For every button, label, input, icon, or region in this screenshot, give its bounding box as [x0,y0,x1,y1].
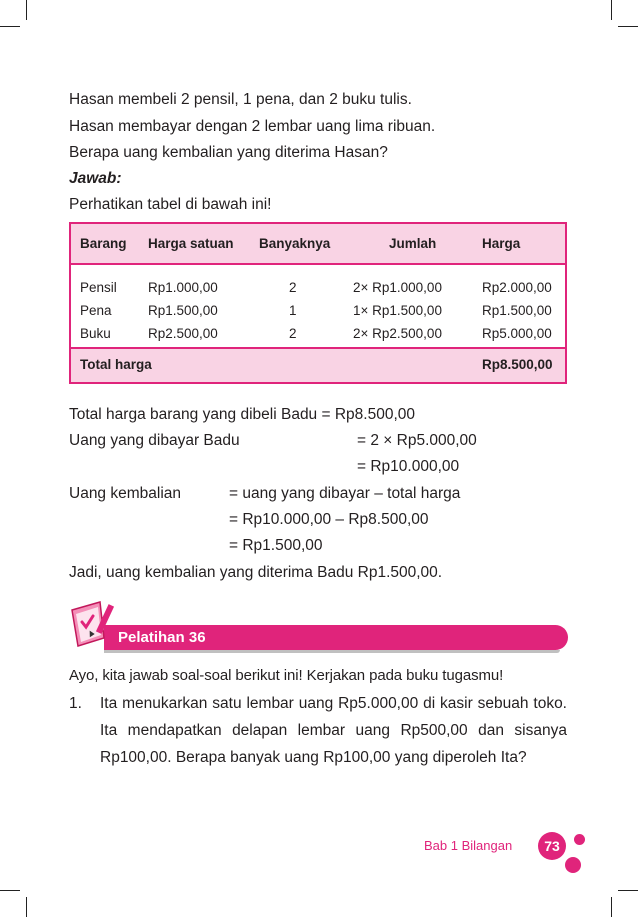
calc-change-label: Uang kembalian [69,485,182,502]
crop-mark [618,26,638,27]
exercise-title: Pelatihan 36 [118,629,206,646]
price-table [69,222,567,384]
total-value: Rp8.500,00 [482,357,553,372]
cell-harga-satuan: Rp1.000,00 [148,280,218,295]
cell-harga-satuan: Rp1.500,00 [148,303,218,318]
crop-mark [611,897,612,917]
intro-line-1: Hasan membeli 2 pensil, 1 pena, dan 2 buku tulis. [69,91,412,108]
header-jumlah: Jumlah [389,236,437,251]
cell-harga: Rp5.000,00 [482,326,552,341]
calc-conclusion: Jadi, uang kembalian yang diterima Badu Rp1.500,00. [69,564,443,581]
question-text: Ita menukarkan satu lembar uang Rp5.000,00 di kasir sebuah toko. Ita mendapatkan delapan lembar uang Rp500,00 dan sisanya Rp100,00. Berapa banyak uang Rp100,00 yang diperoleh Ita? [100,695,567,766]
intro-line-3: Berapa uang kembalian yang diterima Hasan? [69,144,388,161]
answer-label: Jawab: [69,170,122,187]
header-harga-satuan: Harga satuan [148,236,234,251]
cell-harga: Rp2.000,00 [482,280,552,295]
cell-barang: Buku [80,326,111,341]
table-footer [71,349,565,382]
crop-mark [26,897,27,917]
calc-change-eq2: = Rp10.000,00 – Rp8.500,00 [229,511,429,528]
book-icon [66,596,122,652]
calc-paid-eq2: = Rp10.000,00 [357,458,460,475]
intro-line-4: Perhatikan tabel di bawah ini! [69,196,272,213]
cell-harga: Rp1.500,00 [482,303,552,318]
crop-mark [0,26,20,27]
cell-jumlah: 2× Rp2.500,00 [353,326,442,341]
exercise-instruction: Ayo, kita jawab soal-soal berikut ini! Kerjakan pada buku tugasmu! [69,667,504,684]
table-body [71,265,565,349]
crop-mark [0,890,20,891]
calc-change-eq3: = Rp1.500,00 [229,537,323,554]
cell-jumlah: 2× Rp1.000,00 [353,280,442,295]
cell-banyaknya: 1 [289,303,297,318]
cell-banyaknya: 2 [289,280,297,295]
decorative-dot [565,857,581,873]
calc-paid-label: Uang yang dibayar Badu [69,432,240,449]
cell-banyaknya: 2 [289,326,297,341]
calc-paid-eq1: = 2 × Rp5.000,00 [357,432,477,449]
decorative-dot [574,834,585,845]
crop-mark [618,890,638,891]
header-barang: Barang [80,236,127,251]
header-harga: Harga [482,236,521,251]
cell-harga-satuan: Rp2.500,00 [148,326,218,341]
crop-mark [611,0,612,20]
total-label: Total harga [80,357,152,372]
cell-barang: Pena [80,303,112,318]
page-number: 73 [538,832,566,860]
table-header [71,224,565,265]
calc-total: Total harga barang yang dibeli Badu = Rp8.500,00 [69,406,415,423]
question-number: 1. [69,695,82,712]
header-banyaknya: Banyaknya [259,236,331,251]
chapter-label: Bab 1 Bilangan [424,838,513,853]
crop-mark [26,0,27,20]
intro-line-2: Hasan membayar dengan 2 lembar uang lima ribuan. [69,118,436,135]
calc-change-eq1: = uang yang dibayar – total harga [229,485,461,502]
cell-barang: Pensil [80,280,117,295]
cell-jumlah: 1× Rp1.500,00 [353,303,442,318]
